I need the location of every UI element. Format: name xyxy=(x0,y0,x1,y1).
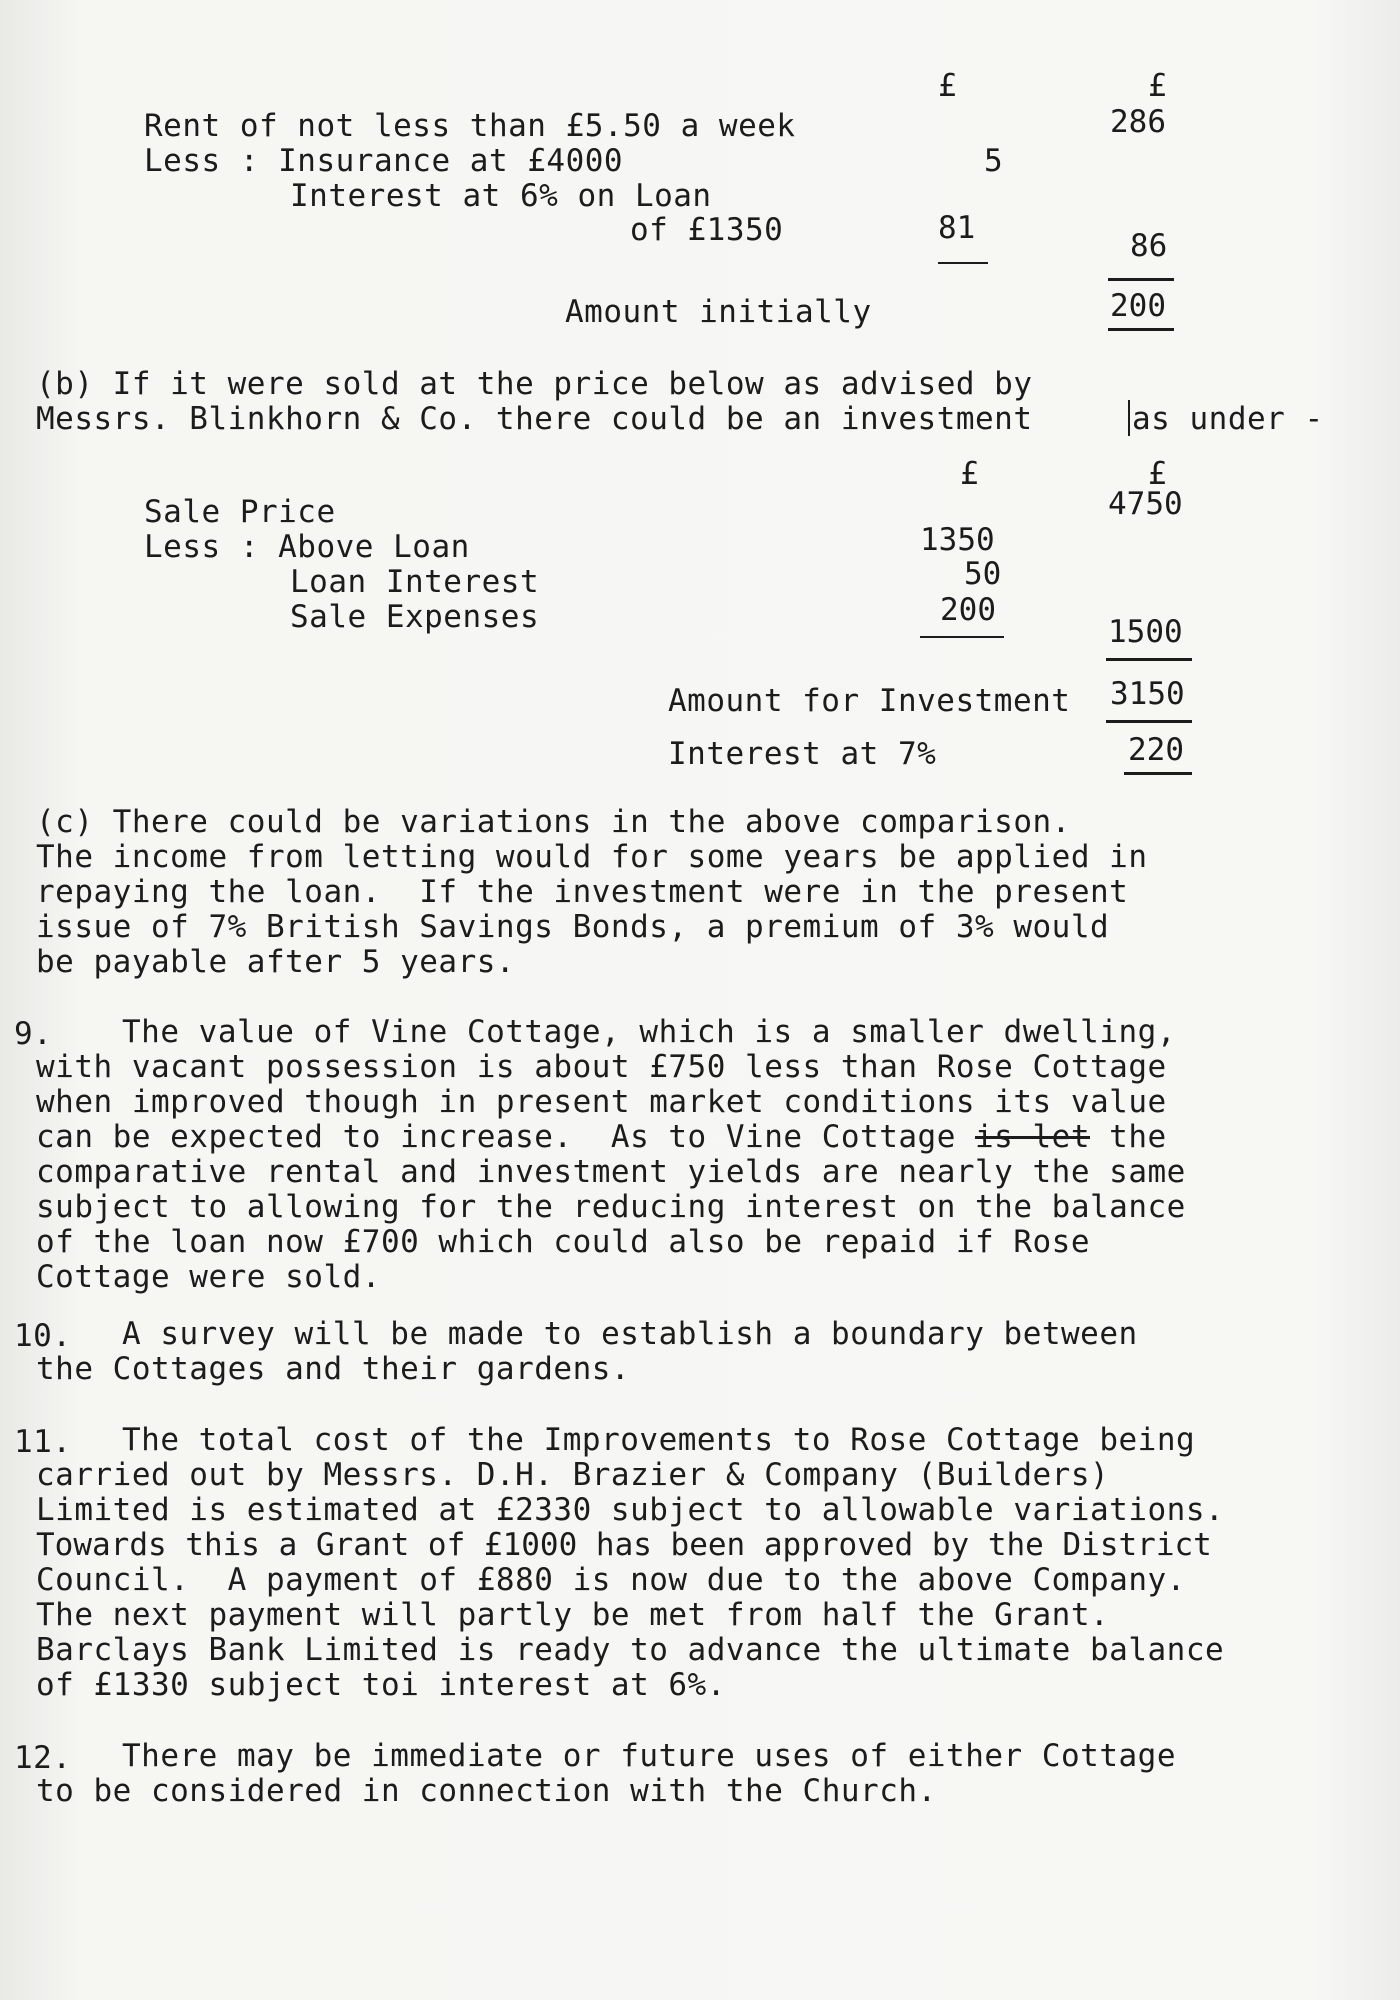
para-9-line4 xyxy=(36,1119,1167,1155)
sale-price-value: 4750 xyxy=(1108,486,1183,522)
rule-col2-b-3 xyxy=(1124,772,1192,775)
deductions-total-b: 1500 xyxy=(1108,614,1183,650)
interest-7-label: Interest at 7% xyxy=(668,736,937,772)
para-11-number: 11. xyxy=(14,1424,72,1460)
sale-price-label: Sale Price xyxy=(144,494,336,530)
para-11-line3: Limited is estimated at £2330 subject to allowable variations. xyxy=(36,1492,1225,1528)
para-9-number: 9. xyxy=(14,1016,53,1052)
para-9-line5: comparative rental and investment yields are nearly the same xyxy=(36,1154,1186,1190)
currency-header-b-col1: £ xyxy=(960,456,979,492)
para-11-line1: The total cost of the Improvements to Rose Cottage being xyxy=(122,1422,1196,1458)
section-b-intro-line2b: as under - xyxy=(1132,401,1324,437)
section-c-line5: be payable after 5 years. xyxy=(36,944,516,980)
rule-col1-a xyxy=(938,262,988,264)
sale-expenses-label: Sale Expenses xyxy=(290,599,540,635)
section-b-intro-line2a: Messrs. Blinkhorn & Co. there could be an investment xyxy=(36,401,1033,437)
section-c-line4: issue of 7% British Savings Bonds, a premium of 3% would xyxy=(36,909,1110,945)
insurance-value: 5 xyxy=(984,143,1003,179)
above-loan-label: Less : Above Loan xyxy=(144,529,470,565)
rent-value: 286 xyxy=(1110,104,1166,140)
amount-investment-label: Amount for Investment xyxy=(668,683,1071,719)
interest-label-line1: Interest at 6% on Loan xyxy=(290,178,712,214)
amount-investment-value: 3150 xyxy=(1110,676,1185,712)
para-9-line4-start: can be expected to increase. As to Vine Cottage xyxy=(36,1119,976,1155)
currency-header-b-col2: £ xyxy=(1148,456,1167,492)
rule-col2-a-bottom xyxy=(1108,328,1174,331)
para-9-line4-end: the xyxy=(1090,1119,1167,1155)
section-c-line2: The income from letting would for some years be applied in xyxy=(36,839,1148,875)
deductions-total-a: 86 xyxy=(1130,228,1168,264)
para-11-line5: Council. A payment of £880 is now due to the above Company. xyxy=(36,1562,1186,1598)
loan-interest-value: 50 xyxy=(964,556,1002,592)
currency-header-col1: £ xyxy=(938,68,957,104)
para-9-line7: of the loan now £700 which could also be repaid if Rose xyxy=(36,1224,1090,1260)
amount-initially-label: Amount initially xyxy=(565,294,872,330)
para-11-line7: Barclays Bank Limited is ready to advance the ultimate balance xyxy=(36,1632,1225,1668)
insurance-label: Less : Insurance at £4000 xyxy=(144,143,624,179)
sale-expenses-value: 200 xyxy=(940,592,996,628)
para-10-number: 10. xyxy=(14,1318,72,1354)
para-11-line2: carried out by Messrs. D.H. Brazier & Company (Builders) xyxy=(36,1457,1110,1493)
para-12-number: 12. xyxy=(14,1740,72,1776)
section-b-intro-line1: (b) If it were sold at the price below as advised by xyxy=(36,366,1033,402)
rule-col2-a-top xyxy=(1108,278,1174,281)
para-12-line2: to be considered in connection with the Church. xyxy=(36,1773,937,1809)
para-9-line8: Cottage were sold. xyxy=(36,1259,381,1295)
para-9-line2: with vacant possession is about £750 less than Rose Cottage xyxy=(36,1049,1167,1085)
amount-initially-value: 200 xyxy=(1110,288,1166,324)
para-10-line1: A survey will be made to establish a boundary between xyxy=(122,1316,1138,1352)
para-10-line2: the Cottages and their gardens. xyxy=(36,1351,631,1387)
para-9-line3: when improved though in present market conditions its value xyxy=(36,1084,1167,1120)
rule-col2-b-2 xyxy=(1106,720,1192,723)
insertion-mark xyxy=(1128,400,1130,436)
para-9-line1: The value of Vine Cottage, which is a smaller dwelling, xyxy=(122,1014,1176,1050)
interest-value: 81 xyxy=(938,210,976,246)
rent-label: Rent of not less than £5.50 a week xyxy=(144,108,796,144)
para-11-line6: The next payment will partly be met from half the Grant. xyxy=(36,1597,1110,1633)
struck-text: is let xyxy=(975,1119,1090,1155)
rule-col1-b xyxy=(920,636,1004,638)
currency-header-col2: £ xyxy=(1148,68,1167,104)
section-c-line3: repaying the loan. If the investment were in the present xyxy=(36,874,1129,910)
para-9-line6: subject to allowing for the reducing interest on the balance xyxy=(36,1189,1186,1225)
loan-interest-label: Loan Interest xyxy=(290,564,540,600)
para-12-line1: There may be immediate or future uses of either Cottage xyxy=(122,1738,1176,1774)
above-loan-value: 1350 xyxy=(920,522,995,558)
para-11-line4: Towards this a Grant of £1000 has been approved by the District xyxy=(36,1527,1212,1563)
interest-7-value: 220 xyxy=(1128,732,1184,768)
rule-col2-b-1 xyxy=(1106,658,1192,661)
section-c-line1: (c) There could be variations in the above comparison. xyxy=(36,804,1071,840)
para-11-line8: of £1330 subject toi interest at 6%. xyxy=(36,1667,726,1703)
interest-label-line2: of £1350 xyxy=(630,212,784,248)
